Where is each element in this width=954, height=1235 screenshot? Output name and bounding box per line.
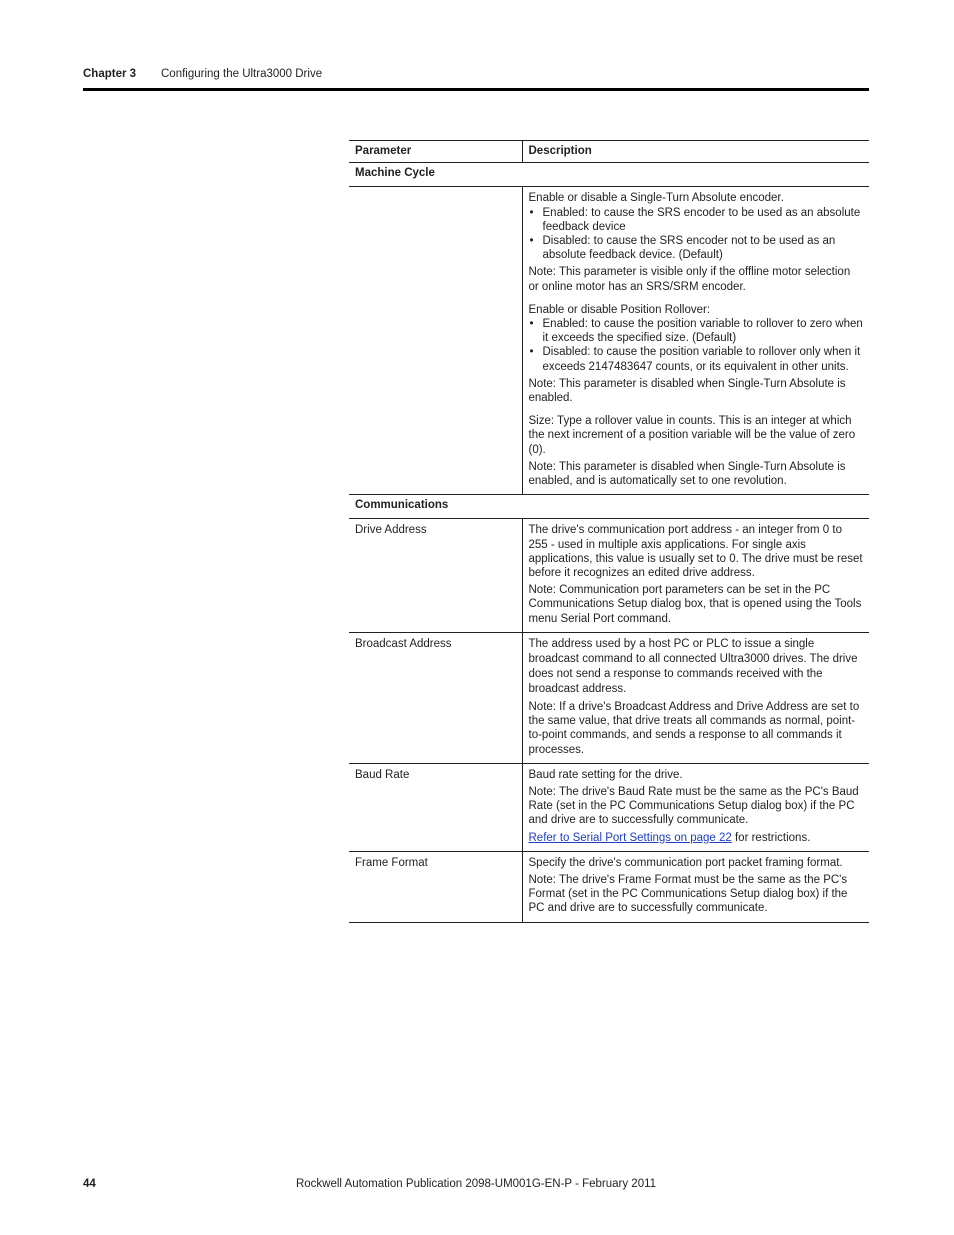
description-note: Note: The drive's Frame Format must be the same as the PC's Format (set in the PC Communications Setup dialog box) if the PC and drive are to successfully communicate.: [528, 873, 848, 915]
parameter-table: [349, 140, 869, 923]
column-header-description: Description: [522, 141, 869, 163]
rollover-size-block: [529, 414, 864, 488]
link-suffix: for restrictions.: [731, 831, 811, 844]
description-cell: [522, 632, 869, 763]
single-turn-note: Note: This parameter is visible only if the offline motor selection or online motor has an SRS/SRM encoder.: [528, 266, 851, 293]
single-turn-bullets: [529, 206, 864, 263]
running-header: [83, 66, 869, 82]
parameter-name: Drive Address: [349, 519, 522, 632]
bullet-item: • Enabled: to cause the position variable to rollover to zero when it exceeds the specified size. (Default): [529, 317, 864, 345]
table-row-frame-format: [349, 851, 869, 922]
description-note: Note: The drive's Baud Rate must be the same as the PC's Baud Rate (set in the PC Communications Setup dialog box) if the PC and drive are to successfully communicate.: [528, 785, 859, 827]
single-turn-absolute-block: [529, 191, 864, 293]
cross-reference: [529, 831, 864, 845]
rollover-bullets: [529, 317, 864, 374]
parameter-cell: [349, 187, 522, 495]
section-title: Communications: [349, 495, 869, 519]
bullet-item: • Disabled: to cause the SRS encoder not to be used as an absolute feedback device. (Default): [529, 234, 864, 262]
size-intro: Size: Type a rollover value in counts. This is an integer at which the next increment of a position variable will be the value of zero (0).: [528, 415, 856, 456]
description-cell: [522, 763, 869, 851]
parameter-name: Baud Rate: [349, 763, 522, 851]
rollover-intro: Enable or disable Position Rollover:: [528, 303, 711, 316]
serial-port-settings-link[interactable]: Refer to Serial Port Settings on page 22: [528, 831, 732, 844]
page-number: 44: [83, 1178, 96, 1190]
size-note: Note: This parameter is disabled when Single-Turn Absolute is enabled, and is automatically set to one revolution.: [528, 460, 846, 488]
description-cell: [522, 519, 869, 632]
description-text: The drive's communication port address - an integer from 0 to 255 - used in multiple axis applications. For single axis applications, this value is usually set to 0. The drive must be reset before it recognizes an edited drive address.: [528, 524, 863, 580]
table-row-drive-address: [349, 519, 869, 632]
table-row-machine-cycle-options: [349, 187, 869, 495]
description-text: Baud rate setting for the drive.: [528, 768, 683, 781]
bullet-item: • Enabled: to cause the SRS encoder to be used as an absolute feedback device: [529, 206, 864, 234]
table-row-baud-rate: [349, 763, 869, 851]
chapter-label: Chapter 3: [83, 68, 137, 80]
bullet-item: • Disabled: to cause the position variable to rollover only when it exceeds 2147483647 counts, or its equivalent in other units.: [529, 345, 864, 373]
description-cell: [522, 187, 869, 495]
section-title: Machine Cycle: [349, 163, 869, 187]
single-turn-intro: Enable or disable a Single-Turn Absolute encoder.: [528, 192, 784, 205]
table-row-broadcast-address: [349, 632, 869, 763]
section-row-communications: [349, 495, 869, 519]
description-note: Note: If a drive's Broadcast Address and Drive Address are set to the same value, that drive treats all commands as normal, point-to-point commands, and sends a response to all commands it processes.: [528, 700, 860, 756]
parameter-name: Broadcast Address: [349, 632, 522, 763]
chapter-title: Configuring the Ultra3000 Drive: [161, 68, 323, 80]
header-rule: [83, 88, 869, 91]
description-text: The address used by a host PC or PLC to issue a single broadcast command to all connected Ultra3000 drives. The drive does not send a response to commands received with the broadcast address.: [528, 637, 858, 695]
description-text: Specify the drive's communication port packet framing format.: [528, 856, 843, 869]
table-header-row: [349, 141, 869, 163]
column-header-parameter: Parameter: [349, 141, 522, 163]
parameter-name: Frame Format: [349, 851, 522, 922]
publication-info: Rockwell Automation Publication 2098-UM001G-EN-P - February 2011: [295, 1178, 657, 1190]
description-note: Note: Communication port parameters can be set in the PC Communications Setup dialog box, that is opened using the Tools menu Serial Port command.: [528, 584, 862, 625]
position-rollover-block: [529, 303, 864, 405]
description-cell: [522, 851, 869, 922]
section-row-machine-cycle: [349, 163, 869, 187]
rollover-note: Note: This parameter is disabled when Single-Turn Absolute is enabled.: [528, 377, 846, 405]
